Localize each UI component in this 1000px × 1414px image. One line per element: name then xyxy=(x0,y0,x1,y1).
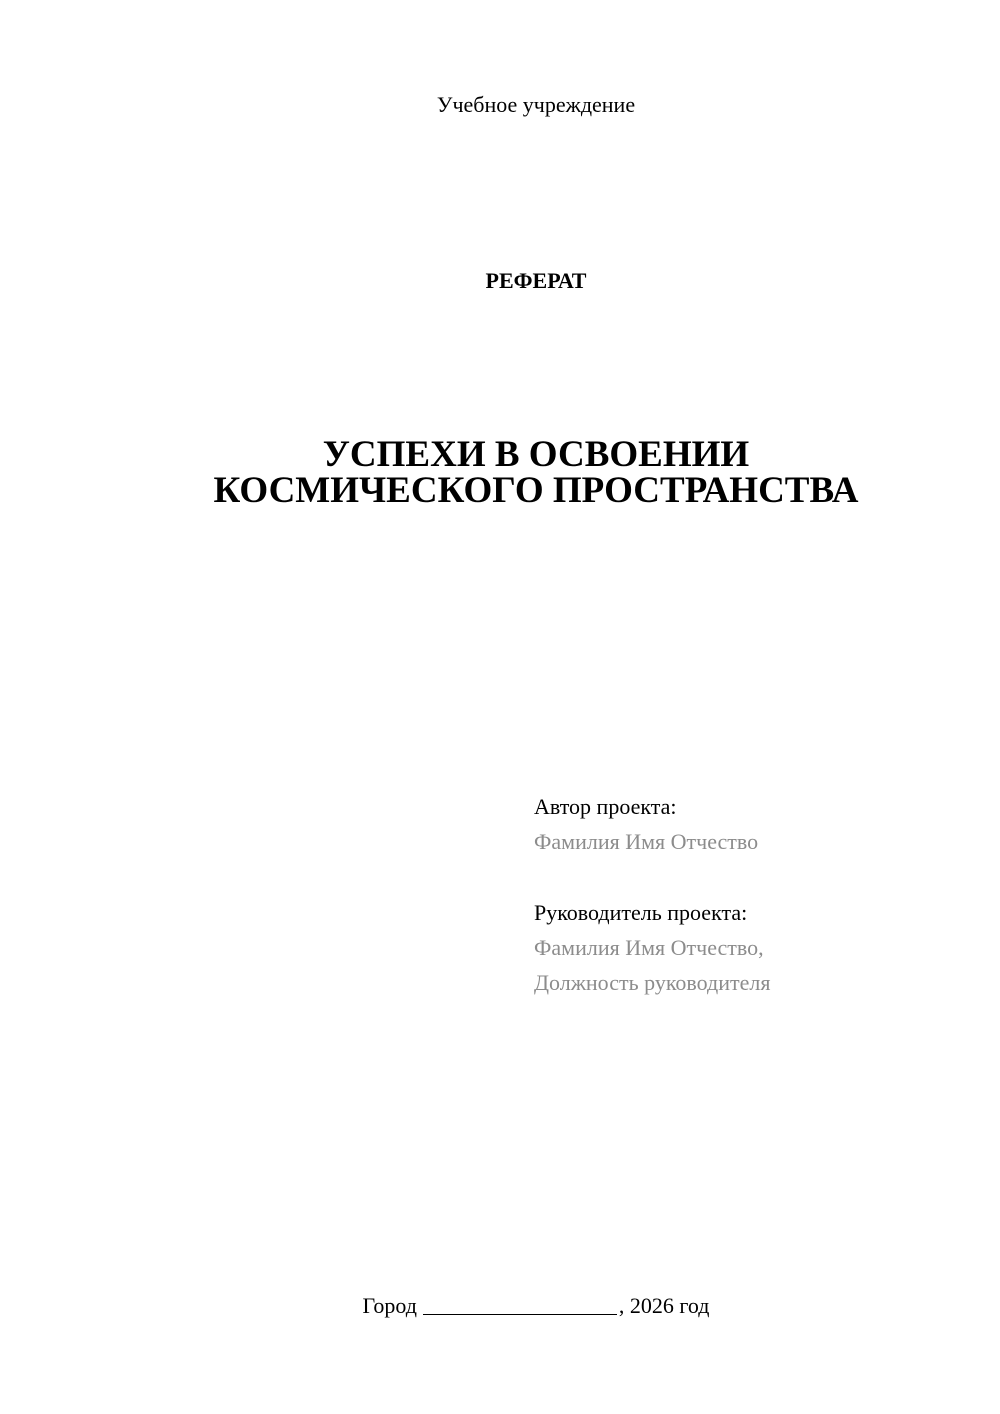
supervisor-position: Должность руководителя xyxy=(534,970,771,995)
year-text: , 2026 год xyxy=(618,1293,710,1318)
supervisor-label: Руководитель проекта: xyxy=(534,900,748,925)
title-line-1: УСПЕХИ В ОСВОЕНИИ xyxy=(322,434,750,475)
city-label: Город xyxy=(362,1293,417,1318)
institution-name: Учебное учреждение xyxy=(436,92,636,117)
author-label: Автор проекта: xyxy=(534,794,677,819)
author-name: Фамилия Имя Отчество xyxy=(534,829,759,854)
city-blank-line xyxy=(423,1294,617,1315)
title-line-2: КОСМИЧЕСКОГО ПРОСТРАНСТВА xyxy=(213,470,859,511)
credits-block xyxy=(534,789,770,1000)
document-type: РЕФЕРАТ xyxy=(485,268,587,293)
document-title xyxy=(0,434,1000,511)
credits-spacer xyxy=(534,859,770,895)
supervisor-name: Фамилия Имя Отчество, xyxy=(534,935,764,960)
footer-city-year xyxy=(0,1292,1000,1319)
